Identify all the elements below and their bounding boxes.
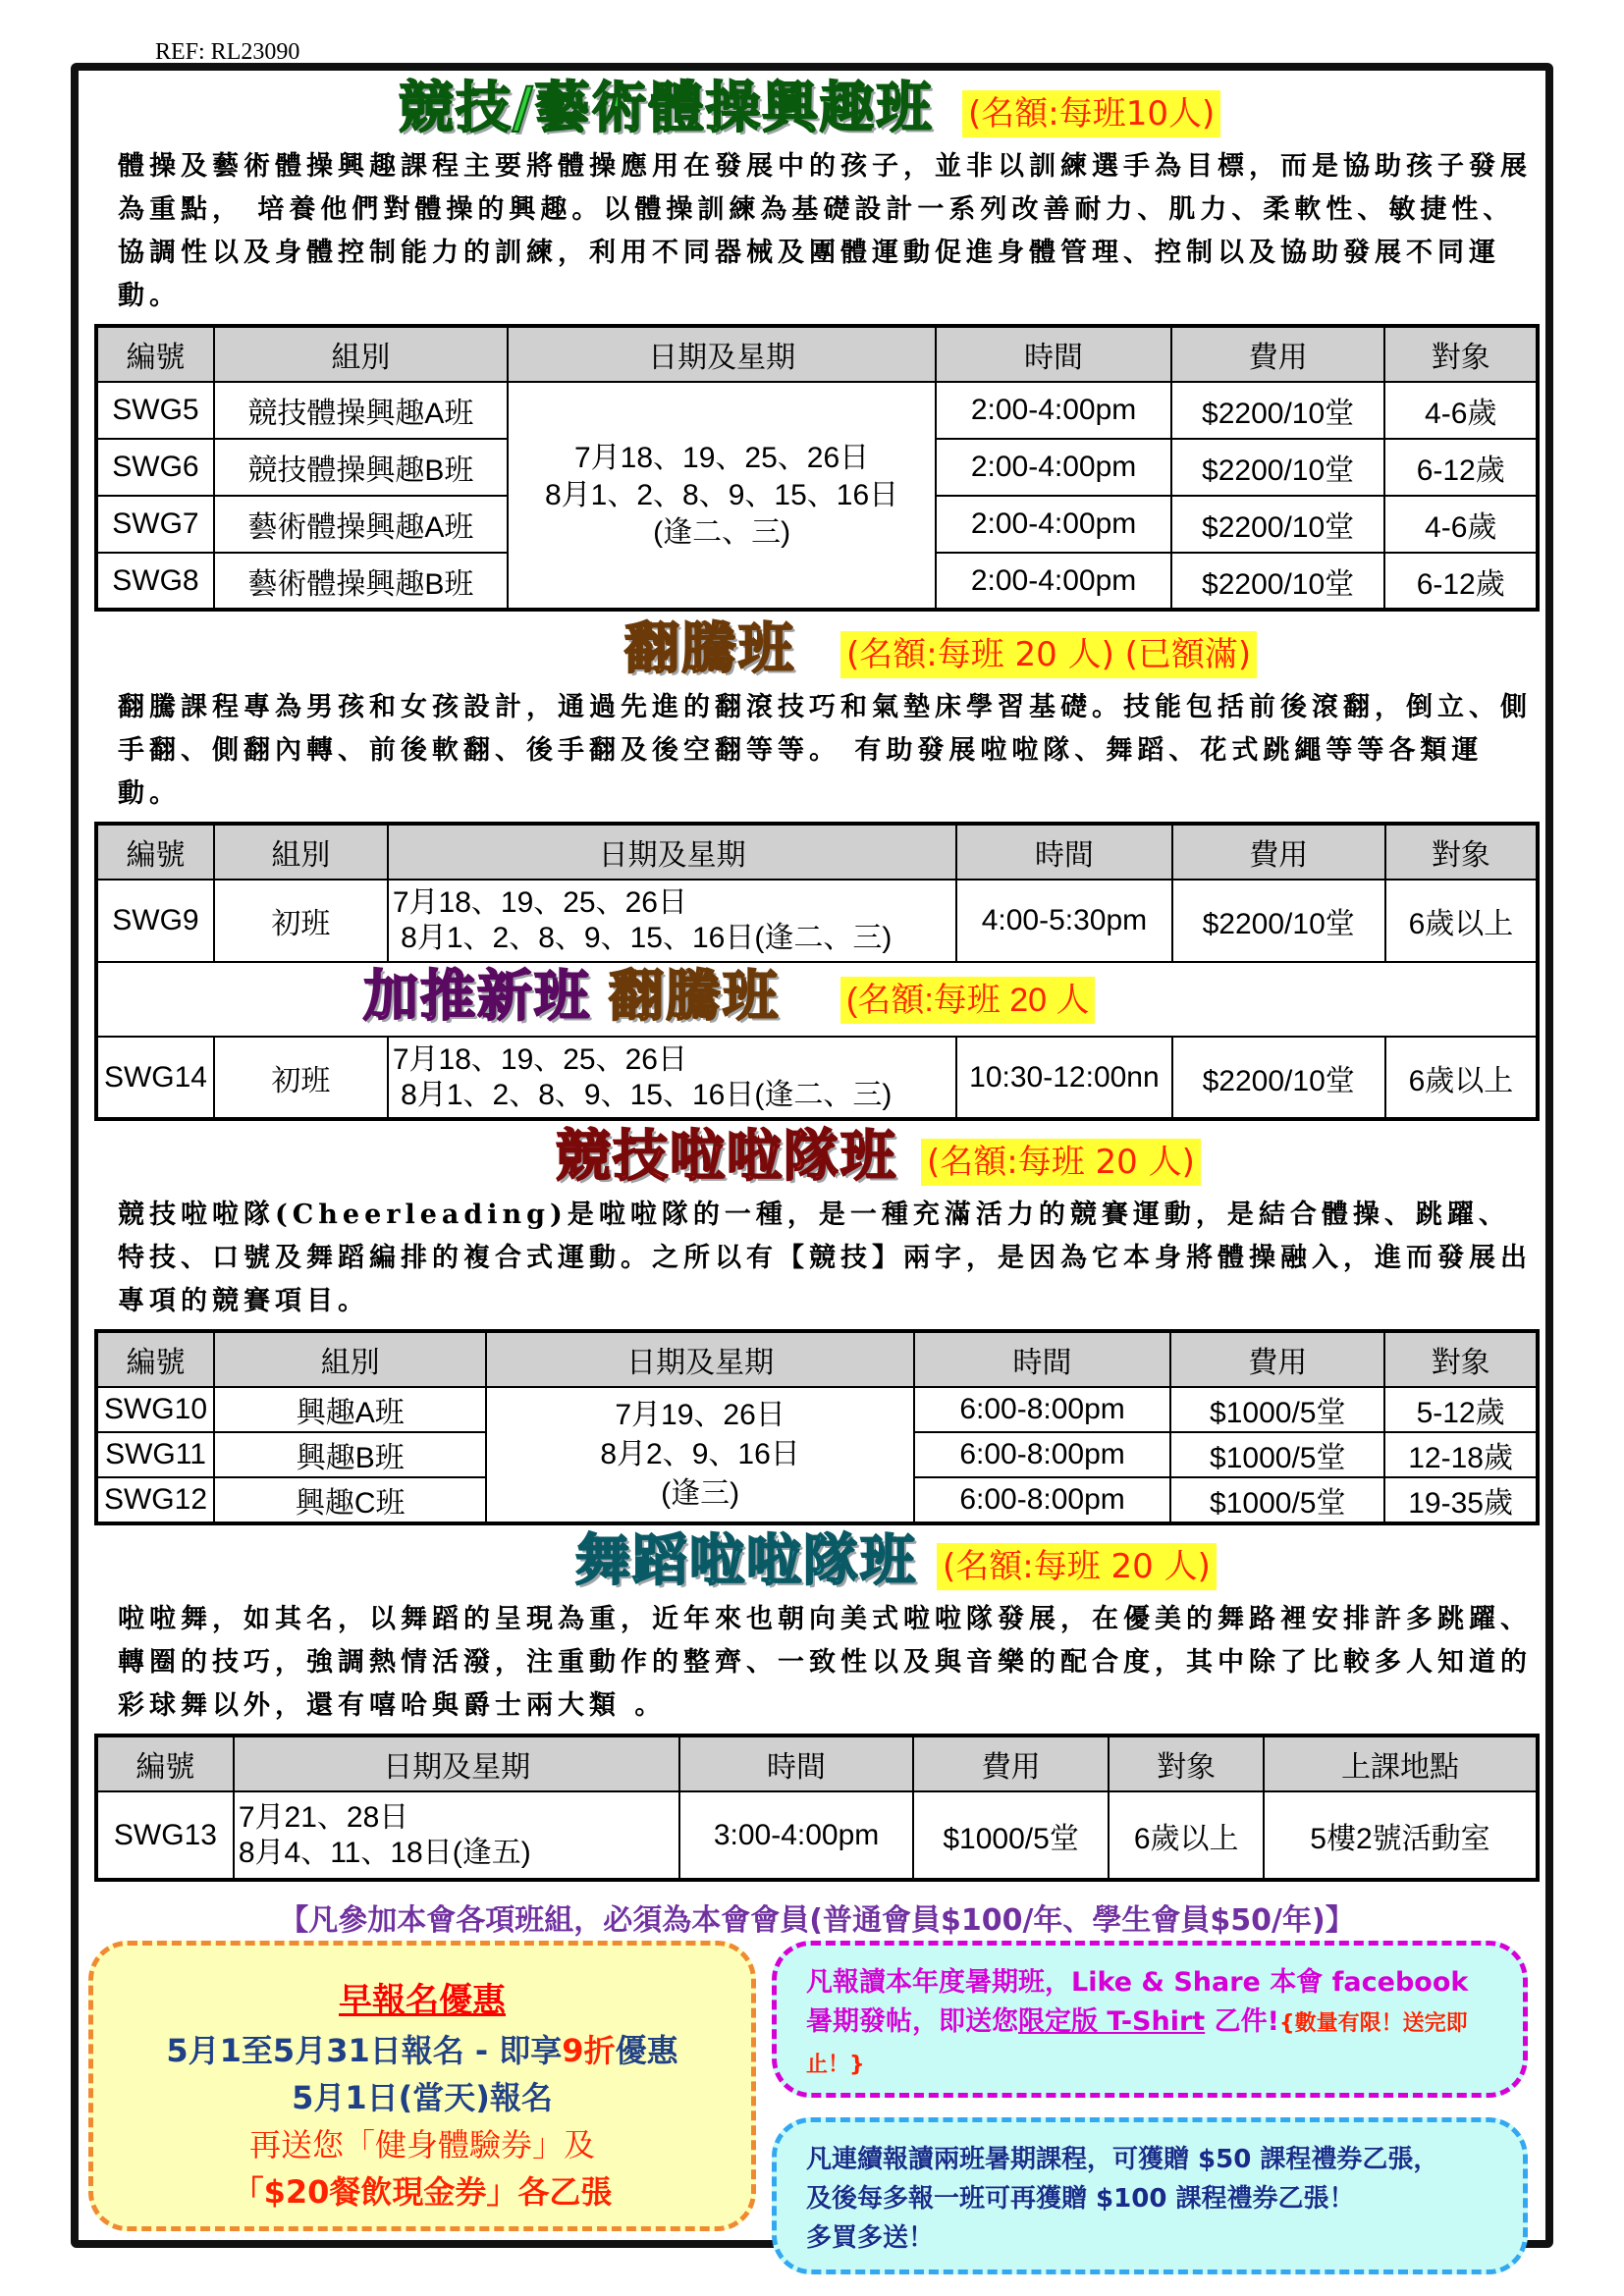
promo-line: 多買多送！ <box>806 2223 935 2253</box>
class-target: 6歲以上 <box>1385 1037 1538 1119</box>
promotions-area <box>94 1941 1538 2284</box>
schedule-table <box>94 1329 1540 1525</box>
class-target: 4-6歲 <box>1384 382 1538 439</box>
class-group: 興趣A班 <box>214 1387 487 1432</box>
class-target: 12-18歲 <box>1384 1432 1538 1477</box>
discount-rate: 9折 <box>562 2032 616 2069</box>
section-title: 競技啦啦隊班 <box>556 1125 897 1189</box>
class-time: 2:00-4:00pm <box>936 439 1170 496</box>
section-dance-header <box>94 1529 1538 1598</box>
class-target: 19-35歲 <box>1384 1477 1538 1523</box>
section-gymnastics-header <box>94 77 1538 145</box>
table-row <box>96 880 1538 962</box>
header-cell: 時間 <box>679 1735 912 1791</box>
class-group: 初班 <box>214 1037 388 1119</box>
class-dates <box>234 1791 679 1880</box>
quota-badge: (名額:每班 20 人) <box>921 1139 1201 1186</box>
table-header-row <box>96 326 1538 382</box>
multi-class-promo-text <box>777 2122 1523 2258</box>
header-cell: 組別 <box>214 824 388 880</box>
class-fee: $1000/5堂 <box>1170 1432 1384 1477</box>
header-cell: 對象 <box>1109 1735 1264 1791</box>
class-fee: $2200/10堂 <box>1171 496 1385 553</box>
class-time: 6:00-8:00pm <box>914 1387 1171 1432</box>
class-code: SWG6 <box>96 439 214 496</box>
section-title: 舞蹈啦啦隊班 <box>575 1529 917 1593</box>
header-cell: 日期及星期 <box>234 1735 679 1791</box>
class-target: 6歲以上 <box>1109 1791 1264 1880</box>
quota-badge: (名額:每班 20 人 <box>840 977 1095 1024</box>
class-group: 競技體操興趣B班 <box>214 439 508 496</box>
class-target: 4-6歲 <box>1384 496 1538 553</box>
class-fee: $1000/5堂 <box>1170 1477 1384 1523</box>
early-bird-day-one: 5月1日(當天)報名 <box>292 2079 553 2116</box>
new-class-subtitle: 翻騰班 <box>609 965 780 1029</box>
facebook-promo-text <box>777 1946 1523 2085</box>
membership-notice: 【凡參加本會各項班組，必須為本會會員(普通會員$100/年、學生會員$50/年)】 <box>279 1903 1355 1938</box>
date-line: 7月21、28日 <box>238 1800 409 1834</box>
flyer-content <box>94 77 1538 2284</box>
new-class-title: 加推新班 <box>363 965 591 1029</box>
facebook-promo-line: 凡報讀本年度暑期班，Like & Share 本會 facebook 暑期發帖，即送您 <box>806 1967 1469 2037</box>
header-cell: 組別 <box>214 326 508 382</box>
header-cell: 日期及星期 <box>388 824 957 880</box>
table-row <box>96 382 1538 439</box>
class-target: 6-12歲 <box>1384 553 1538 610</box>
class-target: 6-12歲 <box>1384 439 1538 496</box>
header-cell: 費用 <box>1171 326 1385 382</box>
header-cell: 組別 <box>214 1331 487 1387</box>
header-cell: 對象 <box>1385 824 1538 880</box>
table-header-row <box>96 824 1538 880</box>
class-target: 6歲以上 <box>1385 880 1538 962</box>
facebook-promo-suffix: 乙件! <box>1205 2006 1279 2037</box>
class-code: SWG13 <box>96 1791 234 1880</box>
class-dates <box>508 382 937 610</box>
class-code: SWG11 <box>96 1432 214 1477</box>
header-cell: 對象 <box>1384 1331 1538 1387</box>
class-dates <box>388 880 957 962</box>
class-time: 10:30-12:00nn <box>956 1037 1171 1119</box>
limited-note: {數量有限！送完即止！} <box>806 2011 1468 2077</box>
tshirt-offer: 限定版 T-Shirt <box>1018 2006 1206 2037</box>
class-group: 興趣B班 <box>214 1432 487 1477</box>
table-header-row <box>96 1735 1538 1791</box>
date-line: 7月18、19、25、26日 <box>573 441 870 474</box>
schedule-table <box>94 1734 1540 1882</box>
section-tumbling-header <box>94 617 1538 686</box>
class-dates <box>388 1037 957 1119</box>
header-cell: 上課地點 <box>1264 1735 1538 1791</box>
class-code: SWG7 <box>96 496 214 553</box>
header-cell: 費用 <box>1170 1331 1384 1387</box>
membership-row <box>94 1882 1538 1941</box>
early-bird-title: 早報名優惠 <box>339 1981 506 2020</box>
class-code: SWG5 <box>96 382 214 439</box>
date-line: 8月2、9、16日 <box>600 1438 800 1470</box>
class-time: 2:00-4:00pm <box>936 382 1170 439</box>
date-line: (逢三) <box>661 1477 740 1510</box>
early-bird-period: 5月1至5月31日報名 - 即享 <box>166 2032 563 2069</box>
header-cell: 費用 <box>913 1735 1110 1791</box>
promo-line: 及後每多報一班可再獲贈 $100 課程禮券乙張！ <box>806 2184 1355 2214</box>
class-group: 競技體操興趣A班 <box>214 382 508 439</box>
schedule-table <box>94 324 1540 612</box>
class-dates <box>486 1387 913 1523</box>
class-time: 6:00-8:00pm <box>914 1477 1171 1523</box>
header-cell: 編號 <box>96 1331 214 1387</box>
new-class-banner <box>96 962 1538 1037</box>
reference-number: REF: RL23090 <box>155 39 300 65</box>
header-cell: 費用 <box>1172 824 1385 880</box>
promo-line: 凡連續報讀兩班暑期課程，可獲贈 $50 課程禮券乙張， <box>806 2145 1439 2174</box>
class-group: 初班 <box>214 880 388 962</box>
class-fee: $2200/10堂 <box>1171 439 1385 496</box>
class-code: SWG14 <box>96 1037 214 1119</box>
schedule-table <box>94 822 1540 1121</box>
header-cell: 時間 <box>956 824 1171 880</box>
quota-badge: (名額:每班 20 人) (已額滿) <box>840 631 1257 678</box>
class-time: 3:00-4:00pm <box>679 1791 912 1880</box>
early-bird-discount <box>93 2027 751 2074</box>
new-class-banner-row <box>96 962 1538 1037</box>
early-bird-gift: 再送您「健身體驗券」及 <box>248 2126 595 2163</box>
early-bird-voucher: 「$20餐飲現金券」各乙張 <box>232 2173 613 2211</box>
class-time: 2:00-4:00pm <box>936 496 1170 553</box>
header-cell: 時間 <box>914 1331 1171 1387</box>
date-line: 8月4、11、18日(逢五) <box>238 1836 531 1869</box>
class-time: 6:00-8:00pm <box>914 1432 1171 1477</box>
class-group: 藝術體操興趣A班 <box>214 496 508 553</box>
section-cheer-header <box>94 1125 1538 1194</box>
date-line: 8月1、2、8、9、15、16日(逢二、三) <box>392 1078 893 1111</box>
section-description: 體操及藝術體操興趣課程主要將體操應用在發展中的孩子，並非以訓練選手為目標，而是協助孩子發展為重點， 培養他們對體操的興趣。以體操訓練為基礎設計一系列改善耐力、肌力、柔軟性、敏捷性、協調性以及身體控制能力的訓練，利用不同器械及團體運動促進身體管理、控制以及協助發展不同運動。 <box>118 151 1532 311</box>
facebook-promo-box <box>772 1941 1528 2098</box>
class-fee: $2200/10堂 <box>1172 1037 1385 1119</box>
class-target: 5-12歲 <box>1384 1387 1538 1432</box>
date-line: 7月19、26日 <box>615 1399 785 1431</box>
header-cell: 時間 <box>936 326 1170 382</box>
table-row <box>96 1037 1538 1119</box>
class-group: 興趣C班 <box>214 1477 487 1523</box>
quota-badge: (名額:每班10人) <box>962 90 1220 137</box>
class-time: 2:00-4:00pm <box>936 553 1170 610</box>
section-description: 競技啦啦隊(Cheerleading)是啦啦隊的一種，是一種充滿活力的競賽運動，是結合體操、跳躍、特技、口號及舞蹈編排的複合式運動。之所以有【競技】兩字，是因為它本身將體操融入，進而發展出專項的競賽項目。 <box>118 1200 1532 1316</box>
header-cell: 編號 <box>96 824 214 880</box>
class-code: SWG8 <box>96 553 214 610</box>
class-time: 4:00-5:30pm <box>956 880 1171 962</box>
header-cell: 日期及星期 <box>486 1331 913 1387</box>
class-code: SWG12 <box>96 1477 214 1523</box>
date-line: (逢二、三) <box>653 515 791 549</box>
date-line: 7月18、19、25、26日 <box>392 886 687 919</box>
header-cell: 編號 <box>96 326 214 382</box>
section-title: 競技/藝術體操興趣班 <box>399 77 934 140</box>
table-header-row <box>96 1331 1538 1387</box>
multi-class-promo-box <box>772 2117 1528 2274</box>
early-bird-suffix: 優惠 <box>615 2032 678 2069</box>
header-cell: 日期及星期 <box>508 326 937 382</box>
class-code: SWG9 <box>96 880 214 962</box>
class-group: 藝術體操興趣B班 <box>214 553 508 610</box>
class-fee: $2200/10堂 <box>1171 382 1385 439</box>
header-cell: 編號 <box>96 1735 234 1791</box>
class-fee: $1000/5堂 <box>913 1791 1110 1880</box>
table-row <box>96 1387 1538 1432</box>
quota-badge: (名額:每班 20 人) <box>937 1543 1217 1590</box>
section-description: 啦啦舞，如其名，以舞蹈的呈現為重，近年來也朝向美式啦啦隊發展，在優美的舞路裡安排許多跳躍、轉圈的技巧，強調熱情活潑，注重動作的整齊、一致性以及與音樂的配合度，其中除了比較多人知道的彩球舞以外，還有嘻哈與爵士兩大類 。 <box>118 1604 1532 1721</box>
class-fee: $2200/10堂 <box>1172 880 1385 962</box>
date-line: 8月1、2、8、9、15、16日 <box>544 478 899 511</box>
section-title: 翻騰班 <box>624 617 795 681</box>
class-fee: $1000/5堂 <box>1170 1387 1384 1432</box>
early-bird-box <box>88 1941 756 2231</box>
class-code: SWG10 <box>96 1387 214 1432</box>
date-line: 8月1、2、8、9、15、16日(逢二、三) <box>392 922 893 954</box>
date-line: 7月18、19、25、26日 <box>392 1042 687 1076</box>
header-cell: 對象 <box>1384 326 1538 382</box>
class-venue: 5樓2號活動室 <box>1264 1791 1538 1880</box>
table-row <box>96 1791 1538 1880</box>
section-description: 翻騰課程專為男孩和女孩設計，通過先進的翻滾技巧和氣墊床學習基礎。技能包括前後滾翻，倒立、側手翻、側翻內轉、前後軟翻、後手翻及後空翻等等。 有助發展啦啦隊、舞蹈、花式跳繩等等各類運動。 <box>118 692 1532 809</box>
class-fee: $2200/10堂 <box>1171 553 1385 610</box>
